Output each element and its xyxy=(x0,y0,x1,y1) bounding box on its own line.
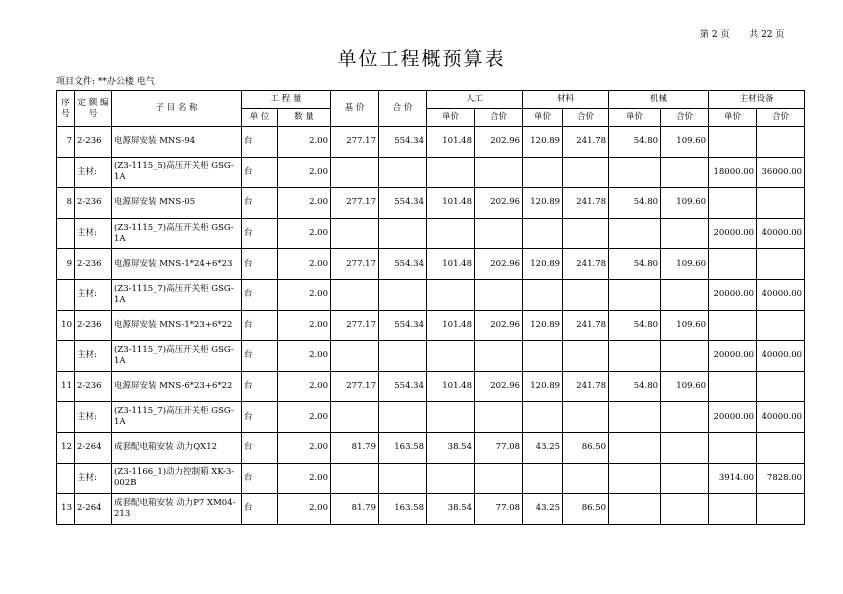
cell-material-unit: 120.89 xyxy=(523,310,563,341)
cell-labor-unit xyxy=(427,218,475,249)
cell-machine-sum: 109.60 xyxy=(661,127,709,158)
cell-labor-unit xyxy=(427,279,475,310)
cell-machine-sum: 109.60 xyxy=(661,249,709,280)
cell-material-sum: 241.78 xyxy=(563,249,609,280)
cell-main-unit: 20000.00 xyxy=(709,218,757,249)
cell-total xyxy=(379,341,427,372)
table-row xyxy=(57,494,805,525)
cell-labor-sum: 202.96 xyxy=(475,127,523,158)
cell-material-unit xyxy=(523,279,563,310)
cell-name: 电源屏安装 MNS-1*23+6*22 xyxy=(112,310,242,341)
cell-base-price: 277.17 xyxy=(331,249,379,280)
cell-labor-unit: 101.48 xyxy=(427,371,475,402)
cell-name: 成套配电箱安装 动力QX12 xyxy=(112,432,242,463)
cell-labor-sum xyxy=(475,218,523,249)
cell-machine-unit xyxy=(609,432,661,463)
cell-main-sum xyxy=(757,494,805,525)
cell-labor-unit xyxy=(427,402,475,433)
col-main-material: 主材设备 xyxy=(709,91,805,109)
cell-code: 2-236 xyxy=(75,310,112,341)
cell-name: 成套配电箱安装 动力P7 XM04-213 xyxy=(112,494,242,525)
page-number xyxy=(700,27,784,40)
cell-unit: 台 xyxy=(242,371,278,402)
cell-seq: 11 xyxy=(57,371,75,402)
cell-qty: 2.00 xyxy=(278,432,331,463)
col-machine: 机械 xyxy=(609,91,709,109)
cell-labor-unit: 101.48 xyxy=(427,310,475,341)
cell-machine-sum: 109.60 xyxy=(661,371,709,402)
col-labor-sum: 合价 xyxy=(475,109,523,127)
cell-main-unit: 20000.00 xyxy=(709,279,757,310)
cell-total: 163.58 xyxy=(379,494,427,525)
cell-qty: 2.00 xyxy=(278,371,331,402)
cell-qty: 2.00 xyxy=(278,249,331,280)
cell-labor-sum xyxy=(475,463,523,494)
cell-machine-sum xyxy=(661,279,709,310)
cell-machine-sum xyxy=(661,157,709,188)
table-row xyxy=(57,341,805,372)
cell-main-sum xyxy=(757,249,805,280)
cell-material-unit xyxy=(523,463,563,494)
cell-unit: 台 xyxy=(242,341,278,372)
cell-base-price: 277.17 xyxy=(331,188,379,219)
col-seq: 序号 xyxy=(57,91,75,127)
cell-unit: 台 xyxy=(242,188,278,219)
col-labor: 人工 xyxy=(427,91,523,109)
table-row xyxy=(57,371,805,402)
cell-labor-unit: 101.48 xyxy=(427,127,475,158)
cell-labor-unit: 38.54 xyxy=(427,494,475,525)
cell-machine-sum: 109.60 xyxy=(661,188,709,219)
cell-total: 554.34 xyxy=(379,188,427,219)
cell-machine-unit xyxy=(609,157,661,188)
cell-labor-unit xyxy=(427,341,475,372)
cell-seq xyxy=(57,157,75,188)
table-row xyxy=(57,402,805,433)
cell-code: 主材: xyxy=(75,341,112,372)
col-labor-unit: 单价 xyxy=(427,109,475,127)
cell-seq: 12 xyxy=(57,432,75,463)
cell-code: 2-236 xyxy=(75,188,112,219)
cell-machine-sum xyxy=(661,494,709,525)
cell-material-unit: 120.89 xyxy=(523,188,563,219)
cell-material-sum: 241.78 xyxy=(563,127,609,158)
cell-main-sum: 40000.00 xyxy=(757,402,805,433)
col-mat-unit: 单价 xyxy=(523,109,563,127)
cell-material-sum: 86.50 xyxy=(563,494,609,525)
cell-total: 554.34 xyxy=(379,249,427,280)
cell-machine-unit xyxy=(609,218,661,249)
cell-code: 主材: xyxy=(75,402,112,433)
cell-qty: 2.00 xyxy=(278,218,331,249)
cell-base-price: 81.79 xyxy=(331,432,379,463)
cell-labor-sum: 202.96 xyxy=(475,371,523,402)
cell-seq xyxy=(57,402,75,433)
cell-labor-sum: 202.96 xyxy=(475,249,523,280)
table-row xyxy=(57,279,805,310)
cell-labor-unit xyxy=(427,463,475,494)
table-row xyxy=(57,432,805,463)
budget-table xyxy=(56,90,805,525)
cell-base-price: 81.79 xyxy=(331,494,379,525)
cell-main-sum: 7828.00 xyxy=(757,463,805,494)
cell-total xyxy=(379,218,427,249)
cell-seq xyxy=(57,279,75,310)
cell-main-unit xyxy=(709,371,757,402)
page-total: 共 22 页 xyxy=(749,30,785,40)
cell-total: 554.34 xyxy=(379,127,427,158)
cell-material-unit xyxy=(523,218,563,249)
cell-machine-unit xyxy=(609,402,661,433)
cell-main-unit xyxy=(709,188,757,219)
cell-qty: 2.00 xyxy=(278,341,331,372)
cell-unit: 台 xyxy=(242,127,278,158)
cell-seq xyxy=(57,218,75,249)
cell-main-sum xyxy=(757,188,805,219)
cell-material-sum: 241.78 xyxy=(563,310,609,341)
cell-qty: 2.00 xyxy=(278,402,331,433)
cell-material-sum xyxy=(563,279,609,310)
cell-main-sum: 40000.00 xyxy=(757,341,805,372)
cell-total: 554.34 xyxy=(379,310,427,341)
cell-seq: 7 xyxy=(57,127,75,158)
cell-base-price xyxy=(331,341,379,372)
cell-material-unit xyxy=(523,402,563,433)
col-amount: 数 量 xyxy=(278,109,331,127)
cell-unit: 台 xyxy=(242,279,278,310)
cell-seq: 10 xyxy=(57,310,75,341)
cell-qty: 2.00 xyxy=(278,494,331,525)
cell-machine-unit xyxy=(609,341,661,372)
cell-labor-sum: 202.96 xyxy=(475,188,523,219)
cell-machine-sum xyxy=(661,341,709,372)
cell-material-sum xyxy=(563,218,609,249)
cell-labor-sum: 202.96 xyxy=(475,310,523,341)
col-mat-sum: 合价 xyxy=(563,109,609,127)
cell-main-unit: 20000.00 xyxy=(709,341,757,372)
cell-name: (Z3-1115_7)高压开关柜 GSG-1A xyxy=(112,341,242,372)
cell-base-price xyxy=(331,402,379,433)
cell-unit: 台 xyxy=(242,310,278,341)
cell-material-sum xyxy=(563,157,609,188)
col-qty-group: 工 程 量 xyxy=(242,91,331,109)
cell-qty: 2.00 xyxy=(278,310,331,341)
cell-name: (Z3-1115_7)高压开关柜 GSG-1A xyxy=(112,218,242,249)
cell-seq: 8 xyxy=(57,188,75,219)
cell-machine-unit: 54.80 xyxy=(609,188,661,219)
cell-seq xyxy=(57,341,75,372)
page-title: 单位工程概预算表 xyxy=(337,48,506,70)
col-unit: 单 位 xyxy=(242,109,278,127)
cell-code: 2-236 xyxy=(75,371,112,402)
cell-total: 163.58 xyxy=(379,432,427,463)
cell-code: 2-264 xyxy=(75,494,112,525)
cell-material-unit: 120.89 xyxy=(523,371,563,402)
col-main-unit: 单价 xyxy=(709,109,757,127)
cell-main-unit: 3914.00 xyxy=(709,463,757,494)
col-code: 定 额 编 号 xyxy=(75,91,112,127)
cell-labor-sum xyxy=(475,341,523,372)
cell-unit: 台 xyxy=(242,402,278,433)
cell-name: (Z3-1166_1)动力控制箱 XK-3-002B xyxy=(112,463,242,494)
col-base-price: 基 价 xyxy=(331,91,379,127)
cell-unit: 台 xyxy=(242,463,278,494)
cell-machine-sum: 109.60 xyxy=(661,310,709,341)
cell-main-sum: 36000.00 xyxy=(757,157,805,188)
cell-code: 主材: xyxy=(75,218,112,249)
cell-base-price: 277.17 xyxy=(331,371,379,402)
cell-base-price xyxy=(331,218,379,249)
cell-main-unit: 20000.00 xyxy=(709,402,757,433)
cell-material-sum: 241.78 xyxy=(563,371,609,402)
table-row xyxy=(57,218,805,249)
cell-machine-sum xyxy=(661,402,709,433)
cell-material-sum: 86.50 xyxy=(563,432,609,463)
cell-base-price: 277.17 xyxy=(331,127,379,158)
table-row xyxy=(57,188,805,219)
cell-labor-unit: 101.48 xyxy=(427,188,475,219)
cell-base-price xyxy=(331,279,379,310)
cell-unit: 台 xyxy=(242,432,278,463)
cell-labor-unit: 38.54 xyxy=(427,432,475,463)
cell-name: 电源屏安装 MNS-94 xyxy=(112,127,242,158)
cell-labor-sum xyxy=(475,279,523,310)
cell-machine-unit: 54.80 xyxy=(609,310,661,341)
cell-base-price xyxy=(331,463,379,494)
cell-qty: 2.00 xyxy=(278,127,331,158)
cell-main-unit xyxy=(709,127,757,158)
cell-main-sum xyxy=(757,127,805,158)
cell-main-unit xyxy=(709,432,757,463)
page-current: 第 2 页 xyxy=(700,30,730,40)
cell-main-sum: 40000.00 xyxy=(757,279,805,310)
project-file-label: 项目文件: **办公楼 电气 xyxy=(56,77,155,87)
cell-material-sum xyxy=(563,402,609,433)
cell-labor-sum: 77.08 xyxy=(475,494,523,525)
cell-main-unit xyxy=(709,310,757,341)
cell-name: (Z3-1115_7)高压开关柜 GSG-1A xyxy=(112,402,242,433)
cell-material-sum: 241.78 xyxy=(563,188,609,219)
cell-machine-sum xyxy=(661,218,709,249)
table-row xyxy=(57,249,805,280)
cell-main-sum xyxy=(757,371,805,402)
cell-machine-unit xyxy=(609,494,661,525)
table-header xyxy=(57,91,805,127)
cell-main-sum xyxy=(757,310,805,341)
cell-labor-unit xyxy=(427,157,475,188)
cell-total xyxy=(379,402,427,433)
table-row xyxy=(57,463,805,494)
cell-labor-sum: 77.08 xyxy=(475,432,523,463)
cell-qty: 2.00 xyxy=(278,279,331,310)
cell-machine-unit: 54.80 xyxy=(609,127,661,158)
cell-machine-unit: 54.80 xyxy=(609,249,661,280)
cell-name: 电源屏安装 MNS-1*24+6*23 xyxy=(112,249,242,280)
cell-main-unit xyxy=(709,249,757,280)
cell-code: 2-236 xyxy=(75,127,112,158)
cell-unit: 台 xyxy=(242,494,278,525)
cell-qty: 2.00 xyxy=(278,463,331,494)
cell-material-unit: 43.25 xyxy=(523,494,563,525)
cell-seq: 9 xyxy=(57,249,75,280)
cell-seq xyxy=(57,463,75,494)
table-row xyxy=(57,127,805,158)
cell-code: 主材: xyxy=(75,463,112,494)
cell-machine-unit xyxy=(609,279,661,310)
cell-main-sum: 40000.00 xyxy=(757,218,805,249)
cell-base-price: 277.17 xyxy=(331,310,379,341)
cell-material-unit: 43.25 xyxy=(523,432,563,463)
cell-main-unit xyxy=(709,494,757,525)
col-mach-unit: 单价 xyxy=(609,109,661,127)
cell-labor-unit: 101.48 xyxy=(427,249,475,280)
cell-name: 电源屏安装 MNS-05 xyxy=(112,188,242,219)
cell-labor-sum xyxy=(475,157,523,188)
cell-code: 2-264 xyxy=(75,432,112,463)
cell-machine-unit xyxy=(609,463,661,494)
cell-base-price xyxy=(331,157,379,188)
cell-total xyxy=(379,157,427,188)
cell-unit: 台 xyxy=(242,157,278,188)
cell-total: 554.34 xyxy=(379,371,427,402)
cell-qty: 2.00 xyxy=(278,188,331,219)
cell-total xyxy=(379,463,427,494)
cell-code: 2-236 xyxy=(75,249,112,280)
cell-unit: 台 xyxy=(242,249,278,280)
cell-material-unit: 120.89 xyxy=(523,249,563,280)
cell-code: 主材: xyxy=(75,157,112,188)
cell-code: 主材: xyxy=(75,279,112,310)
cell-seq: 13 xyxy=(57,494,75,525)
cell-material-unit xyxy=(523,341,563,372)
col-main-sum: 合价 xyxy=(757,109,805,127)
cell-machine-unit: 54.80 xyxy=(609,371,661,402)
cell-name: (Z3-1115_7)高压开关柜 GSG-1A xyxy=(112,279,242,310)
cell-material-sum xyxy=(563,463,609,494)
col-name: 子 目 名 称 xyxy=(112,91,242,127)
cell-qty: 2.00 xyxy=(278,157,331,188)
col-material: 材料 xyxy=(523,91,609,109)
table-body xyxy=(57,127,805,525)
cell-total xyxy=(379,279,427,310)
cell-name: (Z3-1115_5)高压开关柜 GSG-1A xyxy=(112,157,242,188)
cell-main-sum xyxy=(757,432,805,463)
table-row xyxy=(57,157,805,188)
cell-machine-sum xyxy=(661,432,709,463)
cell-material-unit: 120.89 xyxy=(523,127,563,158)
cell-machine-sum xyxy=(661,463,709,494)
col-mach-sum: 合价 xyxy=(661,109,709,127)
cell-name: 电源屏安装 MNS-6*23+6*22 xyxy=(112,371,242,402)
cell-main-unit: 18000.00 xyxy=(709,157,757,188)
table-row xyxy=(57,310,805,341)
col-total: 合 价 xyxy=(379,91,427,127)
cell-unit: 台 xyxy=(242,218,278,249)
cell-material-unit xyxy=(523,157,563,188)
cell-labor-sum xyxy=(475,402,523,433)
cell-material-sum xyxy=(563,341,609,372)
